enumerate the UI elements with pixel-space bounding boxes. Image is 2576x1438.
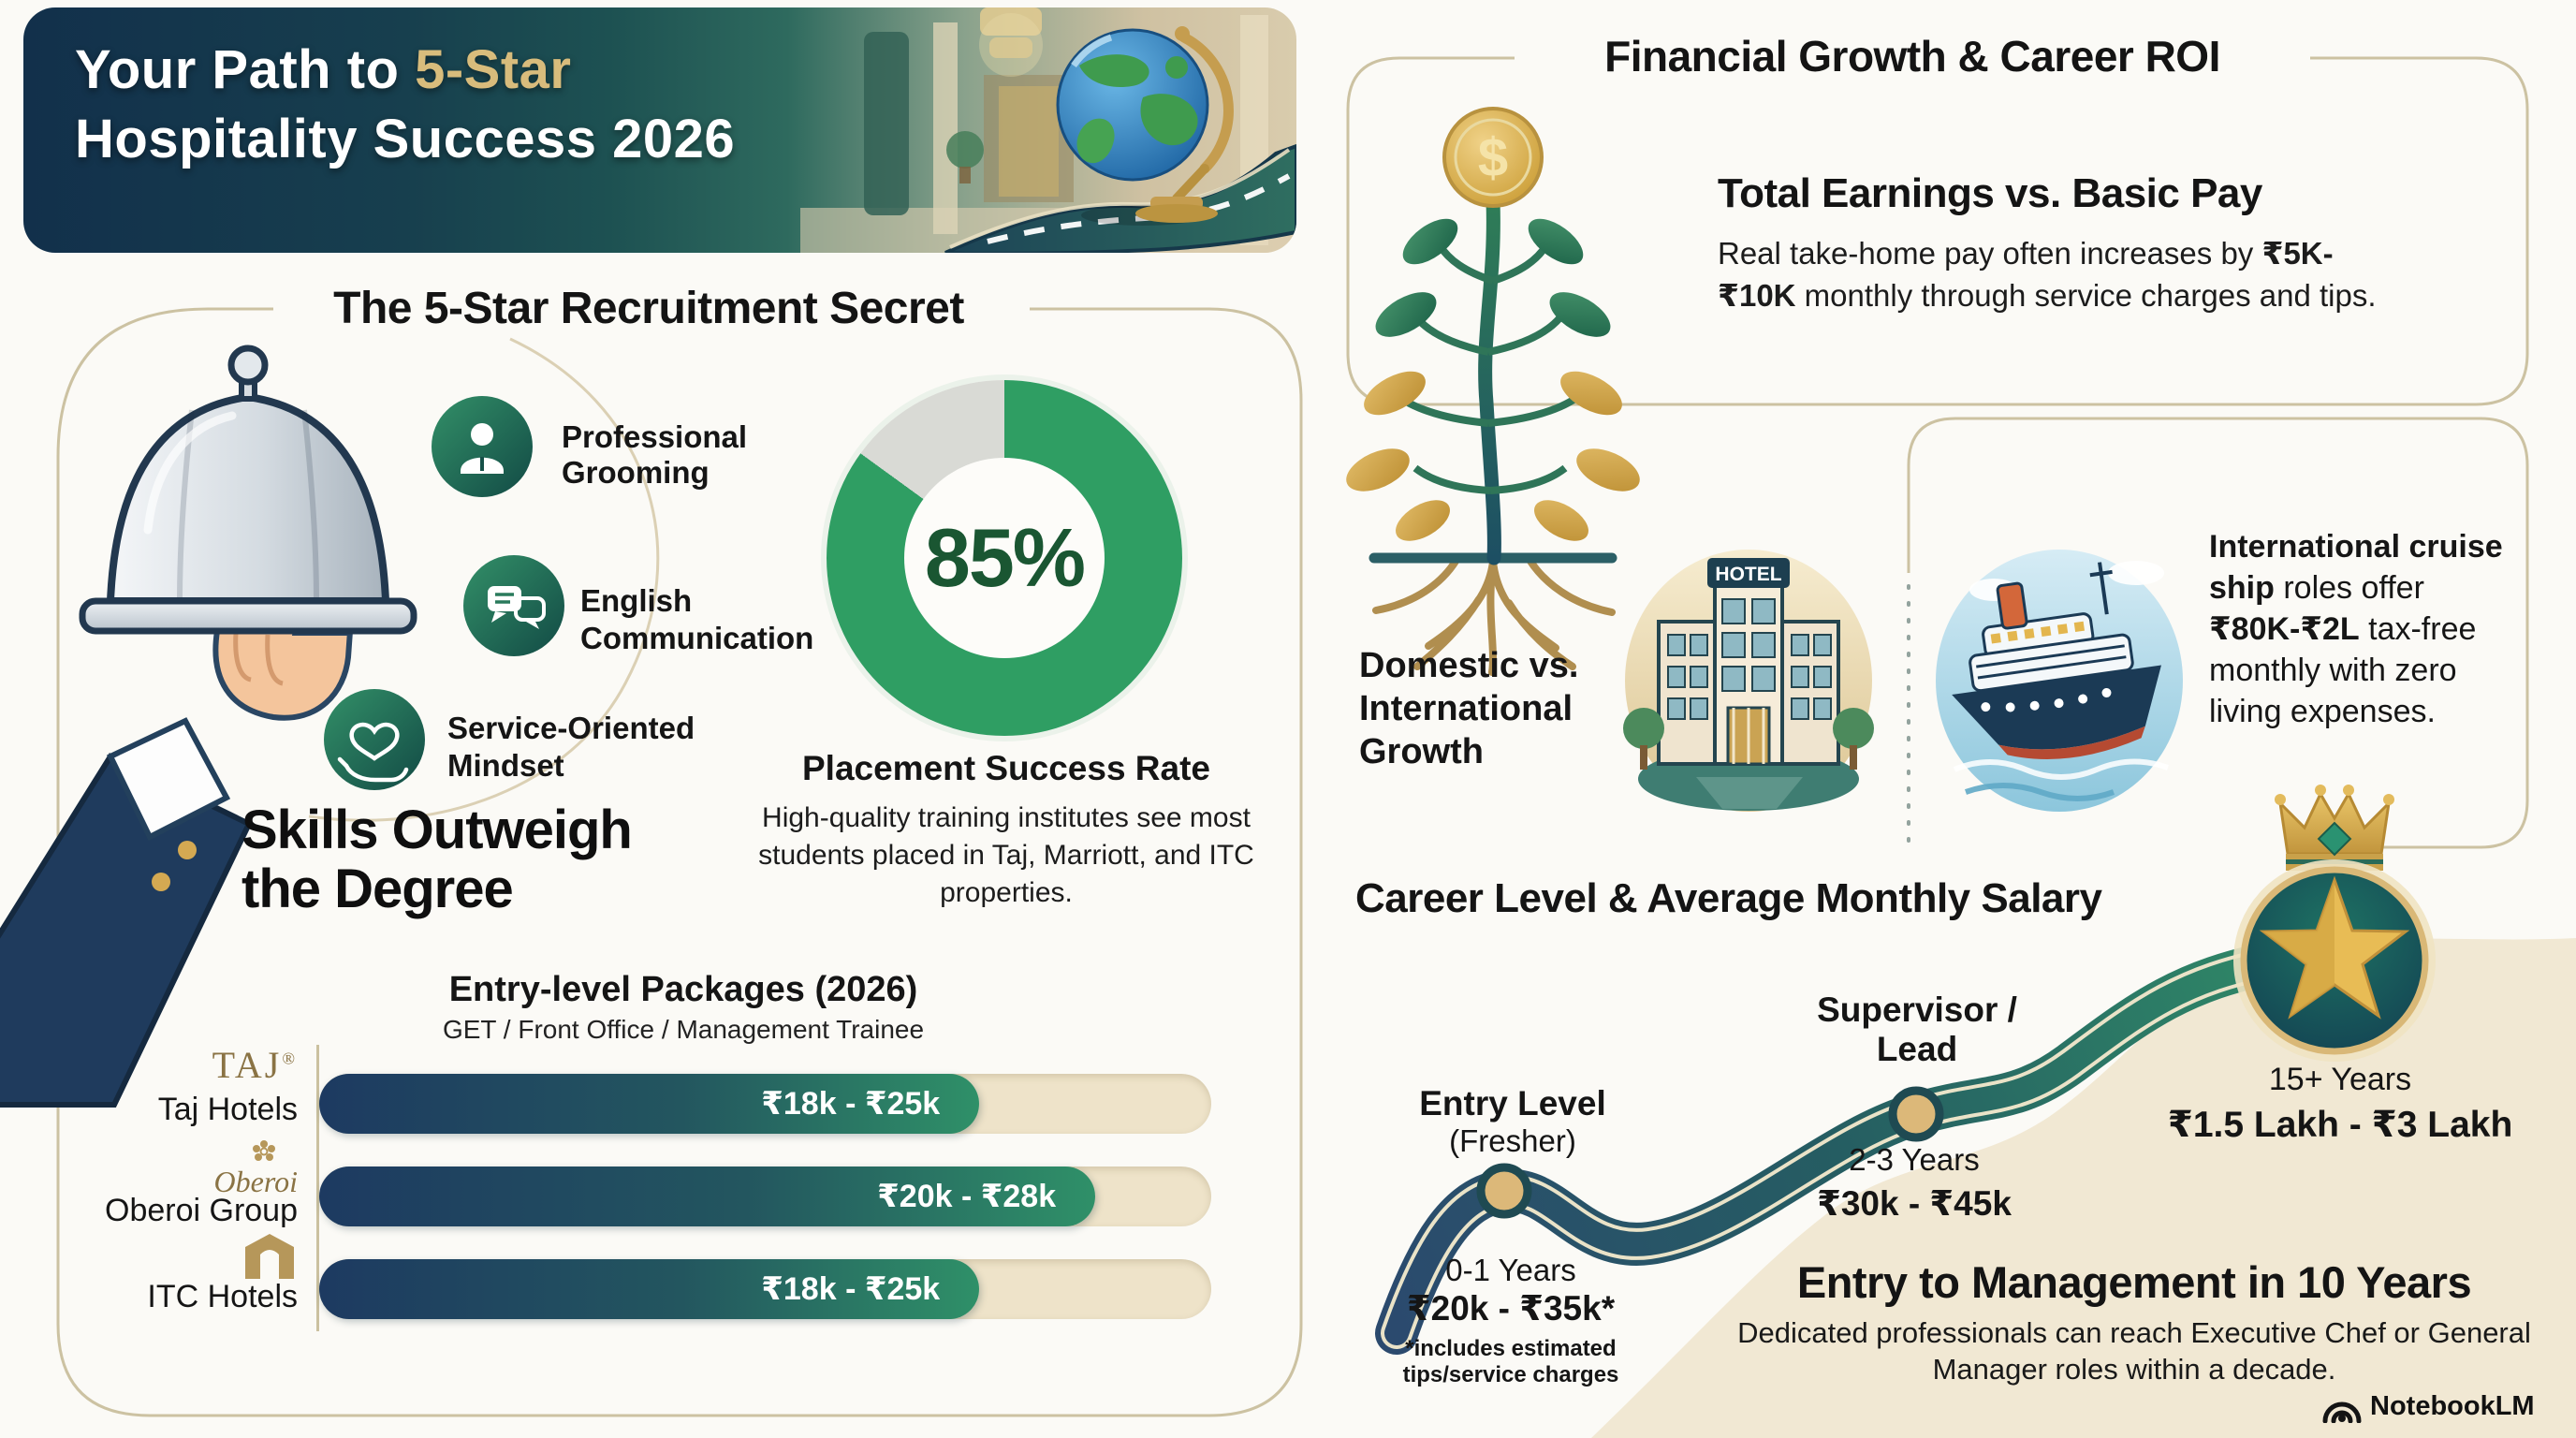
financial-panel-border: [1348, 58, 2527, 404]
milestone-node-supervisor: [1893, 1091, 1939, 1137]
money-tree-icon: [1339, 109, 1646, 672]
management-desc: Dedicated professionals can reach Executive Chef or General Manager roles within a decade.: [1737, 1316, 2531, 1386]
oberoi-logo: Oberoi: [213, 1165, 298, 1198]
senior-years-salary: 15+ Years ₹1.5 Lakh - ₹3 Lakh: [2167, 1062, 2513, 1145]
bar-value-oberoi: ₹20k - ₹28k: [877, 1179, 1057, 1214]
skill-label-grooming: Professional Grooming: [562, 419, 748, 490]
title-line2: Hospitality Success 2026: [75, 109, 736, 169]
bar-label-taj: Taj Hotels: [157, 1092, 298, 1127]
notebooklm-icon: [2321, 1389, 2363, 1423]
supervisor-years-salary: 2-3 Years ₹30k - ₹45k: [1817, 1142, 2012, 1223]
bar-label-oberoi: Oberoi Group: [105, 1193, 298, 1228]
donut-hole: [904, 458, 1105, 658]
skill-label-mindset: Service-Oriented Mindset: [447, 711, 695, 783]
notebooklm-text: NotebookLM: [2370, 1390, 2535, 1421]
cruise-ship-illustration: [1936, 550, 2183, 812]
taj-logo: TAJ®: [212, 1044, 298, 1086]
bar-fill-itc: [319, 1259, 979, 1319]
bar-track-itc: [319, 1259, 1211, 1319]
title-line1-highlight: 5-Star: [415, 39, 572, 100]
packages-subtitle: GET / Front Office / Management Trainee: [442, 1015, 925, 1044]
earnings-heading: Total Earnings vs. Basic Pay: [1718, 170, 2262, 216]
skill-icon-service-mindset: [324, 689, 425, 790]
entry-level-label: Entry Level (Fresher): [1419, 1084, 1606, 1158]
donut-value: 85%: [924, 511, 1085, 604]
management-title: Entry to Management in 10 Years: [1796, 1257, 2472, 1307]
section-title-financial: Financial Growth & Career ROI: [1515, 31, 2310, 81]
section-title-recruitment: The 5-Star Recruitment Secret: [274, 283, 1023, 334]
milestone-node-entry: [1481, 1167, 1528, 1214]
packages-title: Entry-level Packages (2026): [448, 970, 918, 1009]
hotel-illustration: [1623, 550, 1874, 812]
bar-track-taj: [319, 1074, 1211, 1134]
entry-years-salary: 0-1 Years ₹20k - ₹35k* *includes estimated tips/service charges: [1402, 1253, 1619, 1387]
bar-track-oberoi: [319, 1167, 1211, 1226]
supervisor-label: Supervisor / Lead: [1817, 990, 2017, 1068]
oberoi-flower-icon: [249, 1137, 279, 1167]
bar-label-itc: ITC Hotels: [147, 1279, 298, 1314]
hotel-sign-text: HOTEL: [1715, 564, 1782, 585]
skill-label-communication: English Communication: [580, 583, 814, 655]
notebooklm-watermark: [2321, 1389, 2535, 1423]
placement-label: Placement Success Rate: [801, 749, 1210, 787]
bar-value-itc: ₹18k - ₹25k: [761, 1271, 941, 1307]
skills-headline: Skills Outweigh the Degree: [242, 800, 632, 919]
section-title-career: Career Level & Average Monthly Salary: [1355, 875, 2102, 921]
skill-icon-communication: [463, 555, 564, 656]
domestic-international-label: Domestic vs. International Growth: [1359, 646, 1579, 771]
bar-fill-taj: [319, 1074, 979, 1134]
bar-value-taj: ₹18k - ₹25k: [761, 1086, 941, 1122]
placement-donut-chart: [827, 380, 1182, 736]
skill-icon-grooming: [432, 396, 533, 497]
star-badge-icon: [2238, 785, 2431, 1057]
placement-desc: High-quality training institutes see most students placed in Taj, Marriott, and ITC properties.: [758, 802, 1254, 908]
cruise-paragraph: International cruise ship roles offer ₹80K-₹2L tax-free monthly with zero living expenses.: [2209, 529, 2503, 729]
title-line1-prefix: Your Path to: [75, 39, 416, 100]
earnings-amount: ₹5K-₹10K: [1718, 236, 2334, 313]
earnings-paragraph: Real take-home pay often increases by ₹5K-₹10K monthly through service charges and tips.: [1718, 236, 2377, 313]
itc-logo-icon: [242, 1230, 298, 1281]
dollar-sign: $: [1477, 127, 1509, 188]
bar-fill-oberoi: [319, 1167, 1095, 1226]
